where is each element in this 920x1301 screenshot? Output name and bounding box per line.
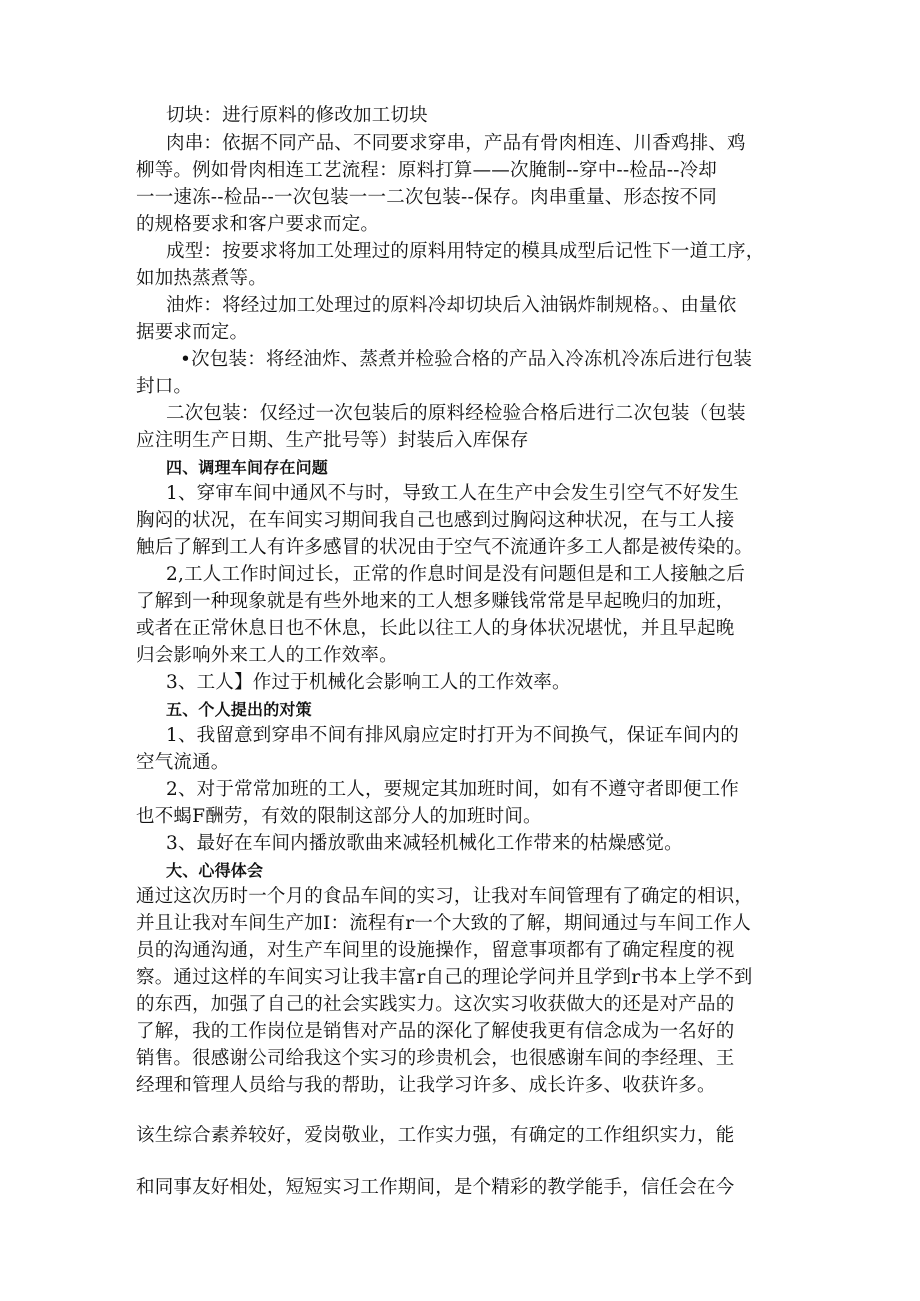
- text-line: 一一速冻--检品--一次包装一一二次包装--保存。肉串重量、形态按不同: [136, 187, 718, 208]
- text-line: 成型：按要求将加工处理过的原料用特定的模具成型后记性下一道工序，: [166, 241, 765, 262]
- text-line: 封口。: [136, 376, 193, 397]
- text-line: 的规格要求和客户要求而定。: [136, 214, 380, 235]
- text-line: 了解到一种现象就是有些外地来的工人想多赚钱常常是早起晚归的加班，: [136, 591, 735, 612]
- text-line: 该生综合素养较好，爱岗敬业，工作实力强，有确定的工作组织实力，能: [136, 1125, 735, 1146]
- section-heading: 五、个人提出的对策: [166, 700, 312, 719]
- text-line: 了解，我的工作岗位是销售对产品的深化了解使我更有信念成为一名好的: [136, 1021, 735, 1042]
- text-line: 员的沟通沟通，对生产车间里的设施操作，留意事项都有了确定程度的视: [136, 940, 735, 961]
- text-line: 3、最好在车间内播放歌曲来减轻机械化工作带来的枯燥感觉。: [166, 833, 683, 854]
- text-line: 油炸：将经过加工处理过的原料冷却切块后入油锅炸制规格。、由量依: [166, 295, 737, 316]
- text-line: 也不蝎F酬劳，有效的限制这部分人的加班时间。: [136, 806, 542, 827]
- text-line: 的东西，加强了自己的社会实践实力。这次实习收获做大的还是对产品的: [136, 994, 735, 1015]
- text-line: 如加热蒸煮等。: [136, 268, 267, 289]
- text-line: 并且让我对车间生产加I：流程有r一个大致的了解，期间通过与车间工作人: [136, 913, 751, 934]
- text-line: 察。通过这样的车间实习让我丰富r自己的理论学问并且学到r书本上学不到: [136, 967, 753, 988]
- text-line: 应注明生产日期、生产批号等）封装后入库保存: [136, 430, 529, 451]
- text-line: 据要求而定。: [136, 322, 249, 343]
- text-line: 1、我留意到穿串不间有排风扇应定时打开为不间换气，保证车间内的: [166, 725, 739, 746]
- text-line: 和同事友好相处，短短实习工作期间，是个精彩的教学能手，信任会在今: [136, 1177, 735, 1198]
- text-line: 1、穿审车间中通风不与时，导致工人在生产中会发生引空气不好发生: [166, 483, 739, 504]
- text-line: 触后了解到工人有许多感冒的状况由于空气不流通许多工人都是被传染的。: [136, 537, 754, 558]
- text-line: 通过这次历时一个月的食品车间的实习，让我对车间管理有了确定的相识，: [136, 886, 754, 907]
- text-line: 3、工人】作过于机械化会影响工人的工作效率。: [166, 672, 571, 693]
- section-heading: 大、心得体会: [166, 861, 264, 880]
- text-line: 肉串：依据不同产品、不同要求穿串，产品有骨肉相连、川香鸡排、鸡: [166, 133, 746, 154]
- text-line: 或者在正常休息日也不休息，长此以往工人的身体状况堪忧，并且早起晚: [136, 618, 735, 639]
- text-line: 胸闷的状况，在车间实习期间我自己也感到过胸闷这种状况，在与工人接: [136, 510, 735, 531]
- text-line: 归会影响外来工人的工作效率。: [136, 645, 398, 666]
- text-line: 经理和管理人员给与我的帮助，让我学习许多、成长许多、收获许多。: [136, 1075, 716, 1096]
- text-line: 2,工人工作时间过长，正常的作息时间是没有问题但是和工人接触之后: [166, 564, 746, 585]
- text-line: 切块：进行原料的修改加工切块: [166, 105, 428, 126]
- section-heading: 四、调理车间存在问题: [166, 458, 329, 477]
- text-line: 空气流通。: [136, 752, 230, 773]
- text-line: 柳等。例如骨肉相连工艺流程：原料打算——次腌制--穿中--检品--冷却: [136, 160, 718, 181]
- text-line: •次包装：将经油炸、蒸煮并检验合格的产品入冷冻机冷冻后进行包装: [180, 349, 753, 370]
- text-line: 2、对于常常加班的工人，要规定其加班时间，如有不遵守者即便工作: [166, 779, 739, 800]
- text-line: 销售。很感谢公司给我这个实习的珍贵机会，也很感谢车间的李经理、王: [136, 1048, 735, 1069]
- text-line: 二次包装：仅经过一次包装后的原料经检验合格后进行二次包装（包装: [166, 403, 746, 424]
